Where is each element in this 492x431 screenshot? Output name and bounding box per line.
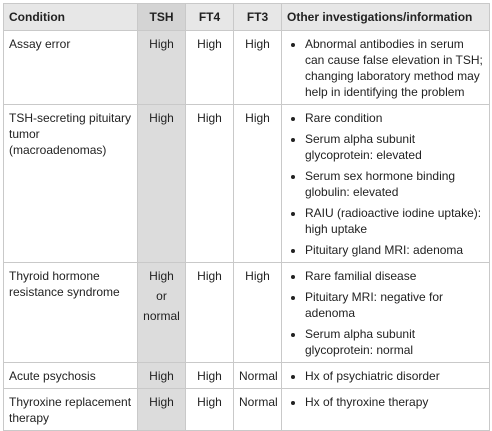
header-condition: Condition [4,4,138,31]
note-item: • Serum alpha subunit glycoprotein: elevated [305,131,484,163]
notes-list [287,268,484,358]
notes-cell [282,363,490,389]
table-row [4,263,490,363]
table-row [4,363,490,389]
tsh-value: normal [143,309,180,323]
tsh-value: High [149,369,174,383]
notes-cell [282,263,490,363]
note-item: • Rare condition [305,110,484,126]
condition-cell: Assay error [4,31,138,105]
note-item: • RAIU (radioactive iodine uptake): high uptake [305,205,484,237]
condition-cell: Thyroxine replacement therapy [4,389,138,431]
table-row [4,389,490,431]
ft3-cell: High [234,263,282,363]
note-item: • Rare familial disease [305,268,484,284]
tsh-cell [138,263,186,363]
note-item: • Hx of thyroxine therapy [305,394,484,410]
tsh-value: High [149,395,174,409]
tsh-value: High [149,269,174,283]
ft3-cell: Normal [234,389,282,431]
differential-table [3,3,490,431]
tsh-cell [138,31,186,105]
notes-list [287,36,484,100]
tsh-value: High [149,37,174,51]
notes-list [287,368,484,384]
ft4-cell: High [186,363,234,389]
note-item: • Hx of psychiatric disorder [305,368,484,384]
ft4-cell: High [186,389,234,431]
notes-cell [282,31,490,105]
ft4-cell: High [186,105,234,263]
table-row [4,31,490,105]
tsh-cell [138,105,186,263]
tsh-cell [138,363,186,389]
ft3-cell: Normal [234,363,282,389]
header-row [4,4,490,31]
header-ft3: FT3 [234,4,282,31]
notes-list [287,394,484,410]
header-other: Other investigations/information [282,4,490,31]
note-item: • Abnormal antibodies in serum can cause false elevation in TSH; changing laboratory method may help in identifying the problem [305,36,484,100]
condition-cell: TSH-secreting pituitary tumor (macroadenomas) [4,105,138,263]
condition-cell: Acute psychosis [4,363,138,389]
notes-cell [282,105,490,263]
header-tsh: TSH [138,4,186,31]
tsh-cell [138,389,186,431]
notes-list [287,110,484,258]
ft3-cell: High [234,105,282,263]
tsh-value: or [156,289,167,303]
tsh-value: High [149,111,174,125]
condition-cell: Thyroid hormone resistance syndrome [4,263,138,363]
note-item: • Serum sex hormone binding globulin: elevated [305,168,484,200]
ft3-cell: High [234,31,282,105]
header-ft4: FT4 [186,4,234,31]
table-body [4,31,490,431]
note-item: • Serum alpha subunit glycoprotein: normal [305,326,484,358]
note-item: • Pituitary gland MRI: adenoma [305,242,484,258]
ft4-cell: High [186,263,234,363]
table-row [4,105,490,263]
notes-cell [282,389,490,431]
note-item: • Pituitary MRI: negative for adenoma [305,289,484,321]
ft4-cell: High [186,31,234,105]
